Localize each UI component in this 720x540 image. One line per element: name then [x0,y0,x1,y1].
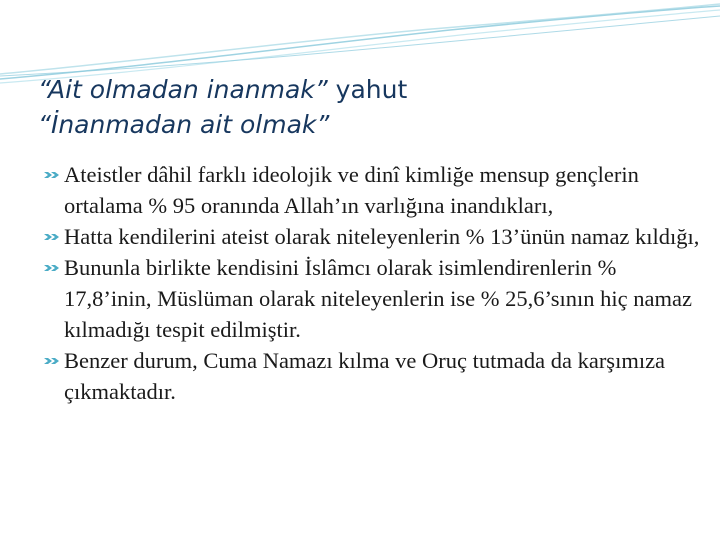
arrow-bullet-icon [42,261,62,275]
title-quote-1: “Ait olmadan inanmak” [38,75,328,104]
bullet-item [42,159,702,221]
bullet-text: Benzer durum, Cuma Namazı kılma ve Oruç tutmada da karşımıza çıkmaktadır. [64,348,666,404]
title-line-1 [38,72,678,107]
arrow-bullet-icon [42,354,62,368]
slide-title [38,72,678,142]
bullet-item [42,252,702,345]
bullet-text: Hatta kendilerini ateist olarak niteleyenlerin % 13’ünün namaz kıldığı, [64,224,700,249]
title-yahut: yahut [327,75,408,104]
bullet-text: Ateistler dâhil farklı ideolojik ve dinî kimliğe mensup gençlerin ortalama % 95 oranında Allah’ın varlığına inandıkları, [64,162,639,218]
title-line-2: “İnanmadan ait olmak” [38,110,330,139]
bullet-item [42,345,702,407]
bullet-item [42,221,702,252]
bullet-list [42,159,702,407]
arrow-bullet-icon [42,168,62,182]
bullet-text: Bununla birlikte kendisini İslâmcı olarak isimlendirenlerin % 17,8’inin, Müslüman olarak niteleyenlerin ise % 25,6’sının hiç namaz kılmadığı tespit edilmiştir. [64,255,692,342]
arrow-bullet-icon [42,230,62,244]
